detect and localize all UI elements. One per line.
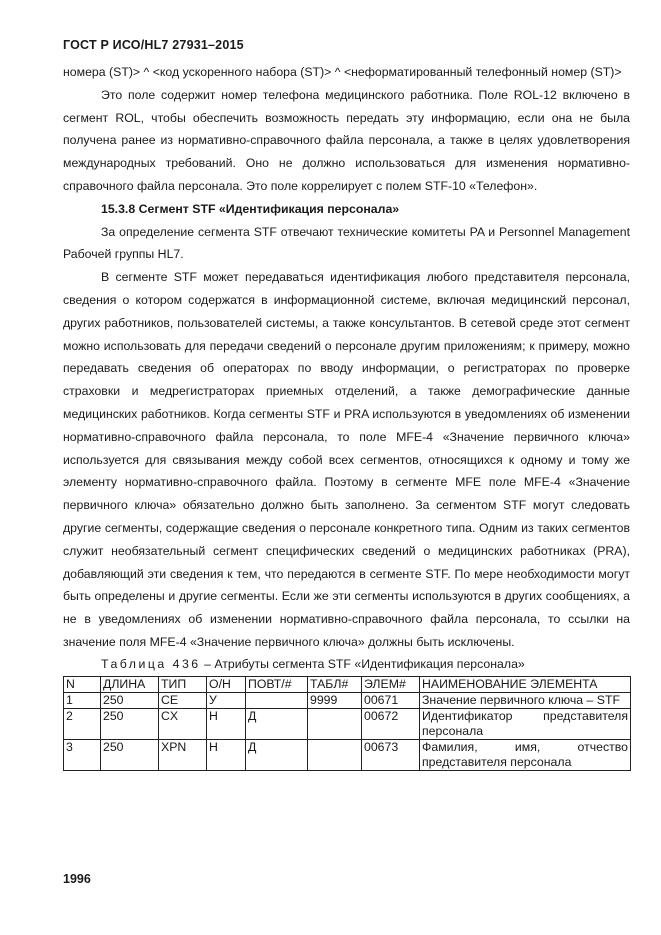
table-row: [64, 708, 631, 739]
cell-length: 250: [101, 708, 159, 739]
stf-attributes-table: [63, 676, 631, 771]
page-number: 1996: [63, 872, 91, 886]
cell-repeat: Д: [246, 708, 308, 739]
cell-n: 3: [64, 739, 101, 770]
cell-table: [308, 739, 362, 770]
cell-opt: Н: [207, 739, 246, 770]
table-caption-label: Таблица 436: [101, 656, 201, 671]
header-opt: О/Н: [207, 676, 246, 692]
cell-n: 2: [64, 708, 101, 739]
cell-item: 00672: [362, 708, 420, 739]
cell-type: XPN: [159, 739, 207, 770]
cell-type: CE: [159, 692, 207, 708]
document-page: [63, 38, 630, 771]
table-row: [64, 739, 631, 770]
paragraph-phone-format: номера (ST)> ^ <код ускоренного набора (ST)> ^ <неформатированный телефонный номер (ST)>: [63, 65, 622, 79]
header-table: ТАБЛ#: [308, 676, 362, 692]
cell-table: 9999: [308, 692, 362, 708]
cell-length: 250: [101, 739, 159, 770]
cell-length: 250: [101, 692, 159, 708]
cell-repeat: Д: [246, 739, 308, 770]
section-heading: 15.3.8 Сегмент STF «Идентификация персонала»: [101, 201, 400, 216]
cell-n: 1: [64, 692, 101, 708]
paragraph-stf-description: В сегменте STF может передаваться идентификация любого представителя персонала, сведения о котором содержатся в информационной системе, включая медицинский персонал, других работников, пользователей системы, а также консультантов. В сетевой среде этот сегмент можно использовать для передачи сведений о персонале другим приложениям; к примеру, можно передавать сведения об операторах по вводу информации, о регистраторах по проверке страховки и медрегистраторах приемных отделений, а также демографические данные медицинских работников. Когда сегменты STF и PRA используются в уведомлениях об изменении нормативно-справочного файла персонала, то поле MFE-4 «Значение первичного ключа» используется для связывания между собой всех сегментов, относящихся к одному и тому же элементу нормативно-справочного файла. Поэтому в сегменте MFE поле MFE-4 «Значение первичного ключа» обязательно должно быть заполнено. За сегментом STF могут следовать другие сегменты, содержащие сведения о персонале конкретного типа. Одним из таких сегментов служит необязательный сегмент специфических сведений о медицинских работниках (PRA), добавляющий эти сведения к тем, что передаются в сегменте STF. По мере необходимости могут быть определены и другие сегменты. Если же эти сегменты используются в других сообщениях, а не в уведомлениях об изменении нормативно-справочного файла персонала, то ссылки на значение поля MFE-4 «Значение первичного ключа» должны быть исключены.: [63, 270, 630, 649]
cell-table: [308, 708, 362, 739]
cell-type: CX: [159, 708, 207, 739]
paragraph-phone-field: Это поле содержит номер телефона медицинского работника. Поле ROL-12 включено в сегмент ROL, чтобы обеспечить возможность передать эту информацию, если она не была получена ранее из нормативно-справочного файла персонала, а также в целях удовлетворения международных требований. Оно не должно использоваться для изменения нормативно-справочного файла персонала. Это поле коррелирует с полем STF-10 «Телефон».: [63, 87, 630, 193]
table-header-row: [64, 676, 631, 692]
header-n: N: [64, 676, 101, 692]
header-item: ЭЛЕМ#: [362, 676, 420, 692]
header-repeat: ПОВТ/#: [246, 676, 308, 692]
header-type: ТИП: [159, 676, 207, 692]
cell-opt: У: [207, 692, 246, 708]
header-element-name: НАИМЕНОВАНИЕ ЭЛЕМЕНТА: [420, 676, 631, 692]
table-caption-text: – Атрибуты сегмента STF «Идентификация персонала»: [200, 656, 525, 671]
cell-item: 00671: [362, 692, 420, 708]
cell-opt: Н: [207, 708, 246, 739]
header-length: ДЛИНА: [101, 676, 159, 692]
table-row: [64, 692, 631, 708]
table-caption: [63, 654, 630, 674]
cell-element-name: Значение первичного ключа – STF: [420, 692, 631, 708]
cell-element-name: Идентификатор представителя персонала: [420, 708, 631, 739]
standard-header: ГОСТ Р ИСО/HL7 27931–2015: [63, 38, 244, 52]
cell-element-name: Фамилия, имя, отчество представителя персонала: [420, 739, 631, 770]
paragraph-committees: За определение сегмента STF отвечают технические комитеты PA и Personnel Management Рабочей группы HL7.: [63, 224, 630, 262]
cell-item: 00673: [362, 739, 420, 770]
cell-repeat: [246, 692, 308, 708]
